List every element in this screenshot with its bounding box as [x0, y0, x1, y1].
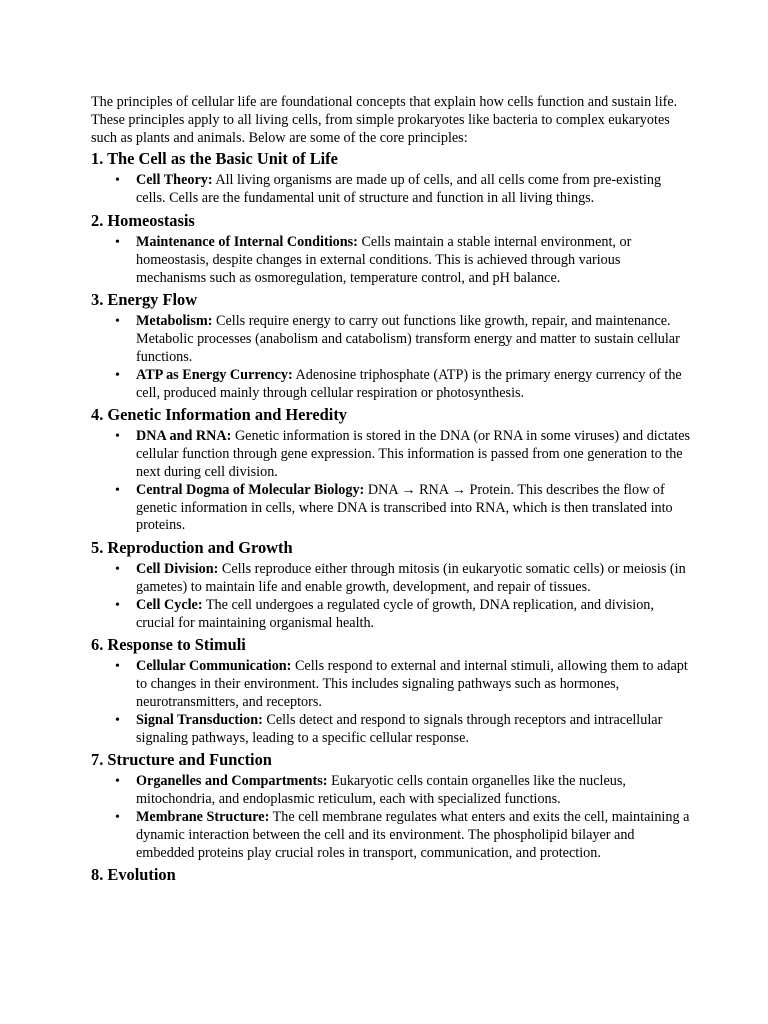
- item-term: Cell Theory:: [136, 172, 213, 189]
- item-term: Organelles and Compartments:: [136, 773, 328, 790]
- item-text: The cell membrane regulates what enters and exits the cell, maintaining a dynamic interaction between the cell and its environment. The phospholipid bilayer and embedded proteins play crucial roles in transport, communication, and protection.: [136, 808, 690, 861]
- bullet-icon: •: [115, 173, 120, 189]
- bullet-icon: •: [115, 367, 120, 383]
- intro-paragraph: The principles of cellular life are foundational concepts that explain how cells function and sustain life. These principles apply to all living cells, from simple prokaryotes like bacteria to complex eukaryotes such as plants and animals. Below are some of the core principles:: [91, 94, 678, 146]
- item-term: Central Dogma of Molecular Biology:: [136, 481, 365, 498]
- item-term: Cellular Communication:: [136, 658, 292, 675]
- document-page: [91, 94, 691, 888]
- item-text: All living organisms are made up of cells, and all cells come from pre-existing cells. Cells are the fundamental unit of structure and function in all living things.: [136, 172, 662, 207]
- item-term: Cell Cycle:: [136, 596, 203, 613]
- list-item: [91, 712, 691, 748]
- section-heading: 7. Structure and Function: [91, 750, 272, 770]
- item-term: DNA and RNA:: [136, 428, 232, 445]
- list-item: [91, 428, 691, 481]
- bullet-icon: •: [115, 482, 120, 498]
- section-heading: 4. Genetic Information and Heredity: [91, 405, 348, 425]
- item-text: Cells require energy to carry out functions like growth, repair, and maintenance. Metabolic processes (anabolism and catabolism) transform energy and matter to sustain cellular functions.: [136, 313, 680, 365]
- bullet-icon: •: [115, 429, 120, 445]
- item-text: Genetic information is stored in the DNA (or RNA in some viruses) and dictates cellular function through gene expression. This information is passed from one generation to the next during cell division.: [136, 428, 691, 480]
- bullet-list: [91, 561, 691, 632]
- item-text: Adenosine triphosphate (ATP) is the primary energy currency of the cell, produced mainly through cellular respiration or photosynthesis.: [136, 366, 682, 401]
- section-heading: 6. Response to Stimuli: [91, 635, 246, 655]
- item-term: Metabolism:: [136, 313, 213, 330]
- bullet-list: [91, 234, 691, 287]
- bullet-icon: •: [115, 809, 120, 825]
- bullet-list: [91, 773, 691, 862]
- bullet-list: [91, 172, 691, 208]
- section-heading: 1. The Cell as the Basic Unit of Life: [91, 149, 338, 169]
- list-item: [91, 482, 691, 535]
- bullet-icon: •: [115, 234, 120, 250]
- list-item: [91, 234, 691, 287]
- section-heading: 3. Energy Flow: [91, 290, 198, 310]
- item-text: Cells maintain a stable internal environment, or homeostasis, despite changes in external conditions. This is achieved through various mechanisms such as osmoregulation, temperature control, and pH balance.: [136, 233, 632, 286]
- list-item: [91, 313, 691, 366]
- item-term: Cell Division:: [136, 561, 219, 578]
- item-term: Maintenance of Internal Conditions:: [136, 233, 358, 250]
- item-text: Cells reproduce either through mitosis (in eukaryotic somatic cells) or meiosis (in gametes) to maintain life and enable growth, development, and repair of tissues.: [136, 561, 686, 595]
- list-item: [91, 172, 691, 208]
- bullet-icon: •: [115, 712, 120, 728]
- bullet-icon: •: [115, 774, 120, 790]
- item-text: Cells detect and respond to signals through receptors and intracellular signaling pathways, leading to a specific cellular response.: [136, 711, 663, 746]
- bullet-icon: •: [115, 659, 120, 675]
- item-text: DNA → RNA → Protein. This describes the flow of genetic information in cells, where DNA is transcribed into RNA, which is then translated into proteins.: [136, 481, 673, 534]
- item-text: The cell undergoes a regulated cycle of growth, DNA replication, and division, crucial for maintaining organismal health.: [136, 596, 654, 631]
- item-text: Eukaryotic cells contain organelles like the nucleus, mitochondria, and endoplasmic reticulum, each with specialized functions.: [136, 773, 626, 808]
- item-term: ATP as Energy Currency:: [136, 366, 293, 383]
- list-item: [91, 367, 691, 403]
- item-text: Cells respond to external and internal stimuli, allowing them to adapt to changes in their environment. This includes signaling pathways such as hormones, neurotransmitters, and receptors.: [136, 658, 688, 710]
- bullet-icon: •: [115, 597, 120, 613]
- section-heading: 2. Homeostasis: [91, 210, 195, 230]
- bullet-icon: •: [115, 314, 120, 330]
- item-term: Signal Transduction:: [136, 711, 263, 728]
- section-heading: 5. Reproduction and Growth: [91, 538, 293, 558]
- list-item: [91, 658, 691, 711]
- item-term: Membrane Structure:: [136, 808, 270, 825]
- section-heading: 8. Evolution: [91, 865, 176, 885]
- bullet-list: [91, 658, 691, 747]
- bullet-list: [91, 313, 691, 402]
- bullet-icon: •: [115, 562, 120, 578]
- sections-container: [91, 149, 691, 885]
- list-item: [91, 597, 691, 633]
- bullet-list: [91, 428, 691, 535]
- list-item: [91, 773, 691, 809]
- list-item: [91, 561, 691, 597]
- list-item: [91, 809, 691, 862]
